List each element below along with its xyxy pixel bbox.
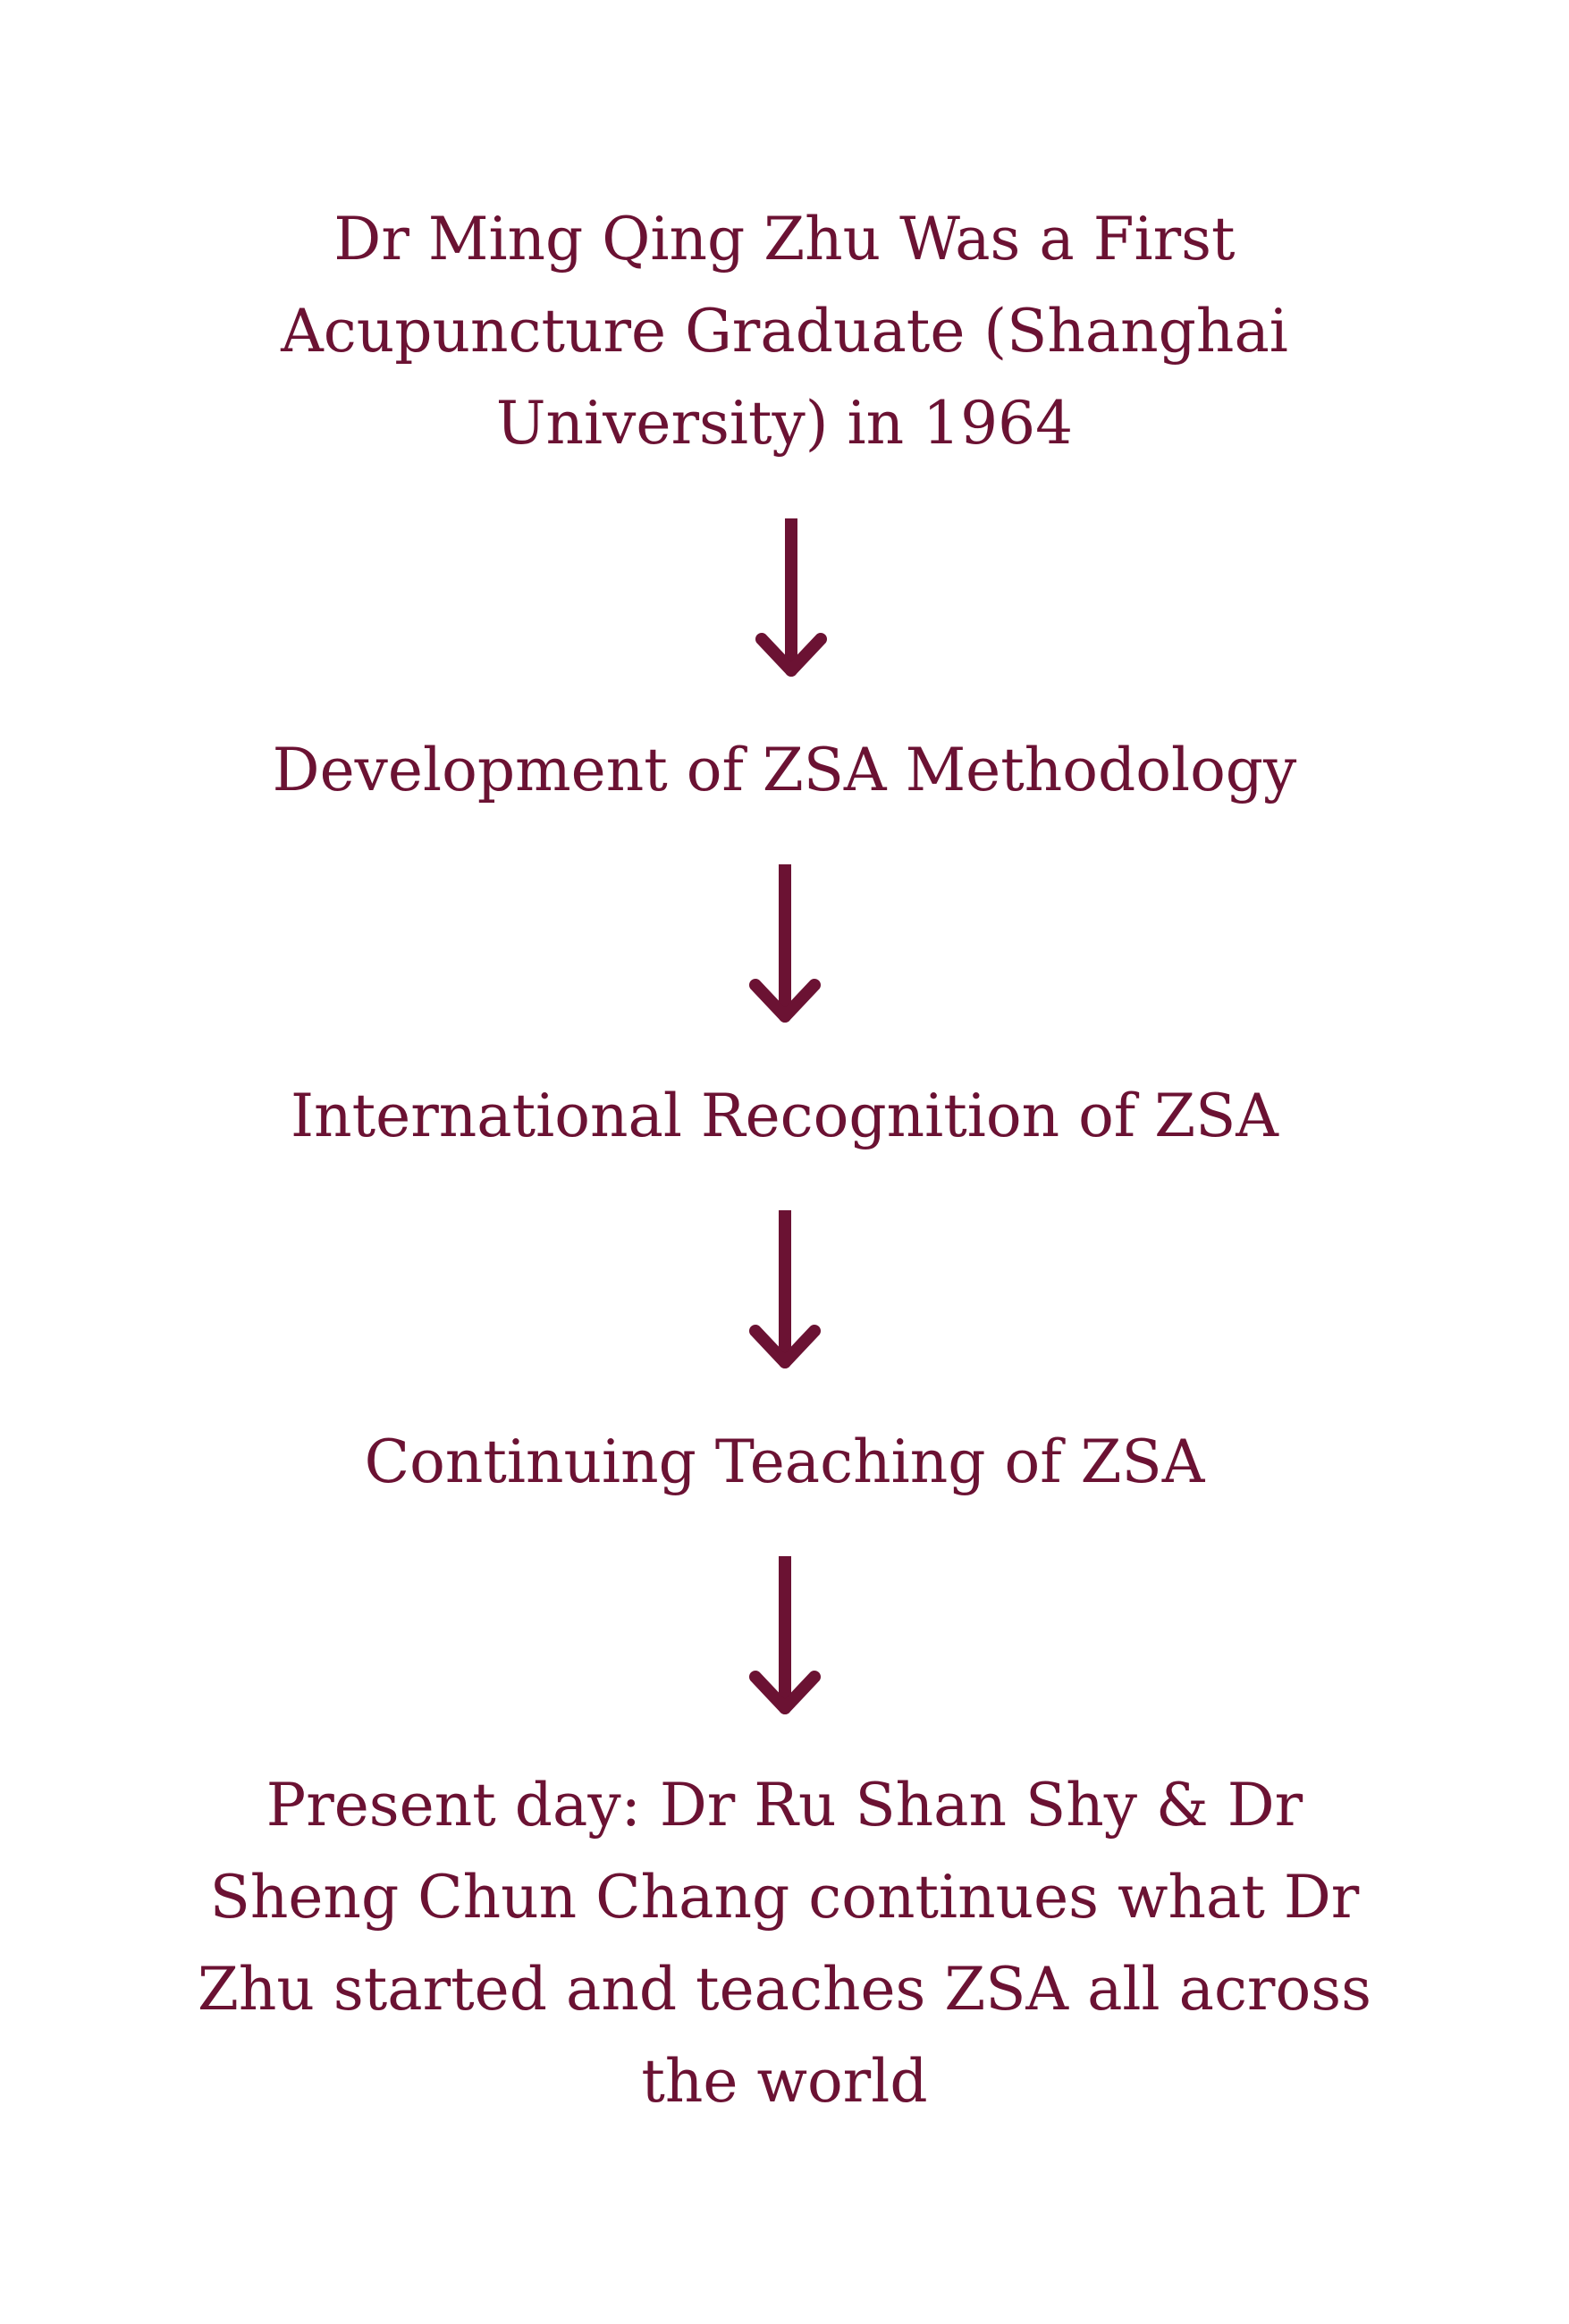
step-label: Continuing Teaching of ZSA [364,1427,1205,1496]
step-label: International Recognition of ZSA [291,1082,1278,1150]
step-international-recognition [0,1070,1569,1162]
step-label: Development of ZSA Methodology [272,736,1297,804]
step-label: Present day: Dr Ru Shan Shy & Dr Sheng Chun Chang continues what Dr Zhu started and teaches ZSA all across the world [198,1771,1371,2116]
step-continuing-teaching [0,1416,1569,1508]
arrow-down-icon [749,1210,821,1371]
arrow-down-icon [749,864,821,1025]
step-development [0,724,1569,816]
step-present-day [0,1759,1569,2127]
arrow-down-icon [755,518,827,679]
step-label: Dr Ming Qing Zhu Was a First Acupuncture Graduate (Shanghai University) in 1964 [281,205,1288,458]
step-first-graduate [0,193,1569,469]
arrow-down-icon [749,1556,821,1717]
